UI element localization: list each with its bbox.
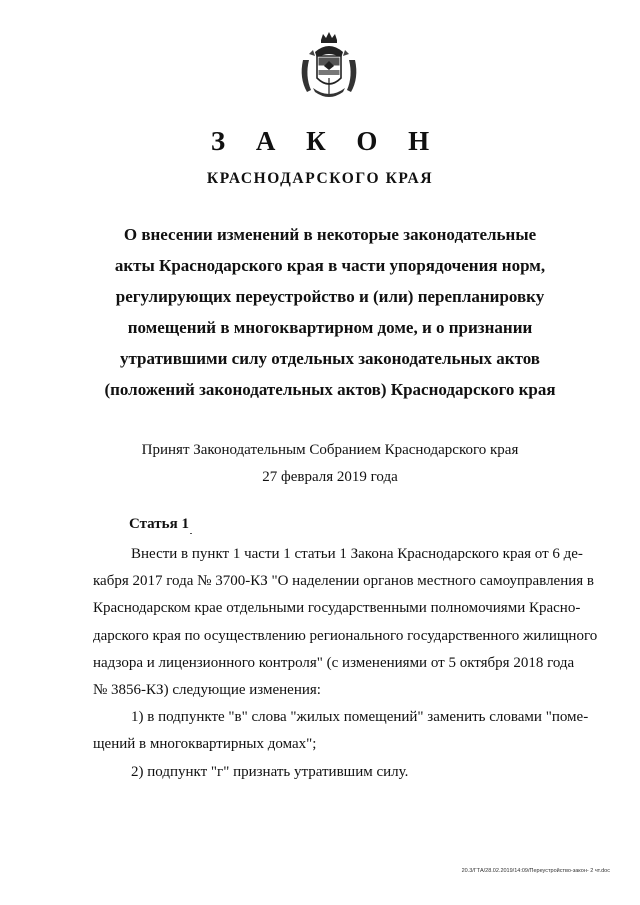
- adoption-info: [100, 437, 560, 491]
- law-subtitle: КРАСНОДАРСКОГО КРАЯ: [206, 170, 434, 187]
- article-title: Статья 1: [129, 516, 189, 532]
- body-line: дарского края по осуществлению регионального государственного жилищного: [93, 627, 598, 644]
- body-line: Внести в пункт 1 части 1 статьи 1 Закона Краснодарского края от 6 де-: [131, 546, 583, 562]
- body-line: щений в многоквартирных домах";: [93, 736, 317, 753]
- footer-file-note: 20.3/ГТА/28.02.2019/14:09/Переустройство-закон- 2 чт.doc: [461, 868, 610, 874]
- body-line: 1) в подпункте "в" слова "жилых помещений" заменить словами "поме-: [131, 709, 589, 726]
- heading-line: (положений законодательных актов) Краснодарского края: [104, 380, 556, 399]
- adoption-body: Принят Законодательным Собранием Краснодарского края: [141, 442, 519, 458]
- heading-line: помещений в многоквартирном доме, и о признании: [127, 318, 533, 337]
- heading-line: акты Краснодарского края в части упорядочения норм,: [114, 256, 546, 275]
- body-line: № 3856-КЗ) следующие изменения:: [93, 682, 321, 699]
- coat-of-arms-icon: [293, 30, 365, 102]
- body-line: 2) подпункт "г" признать утратившим силу.: [131, 763, 409, 780]
- scan-speck: [190, 533, 192, 534]
- adoption-date: 27 февраля 2019 года: [262, 469, 398, 485]
- law-heading: [100, 219, 560, 405]
- heading-line: регулирующих переустройство и (или) перепланировку: [115, 287, 545, 306]
- body-line: Краснодарском крае отдельными государственными полномочиями Красно-: [93, 600, 581, 617]
- body-line: надзора и лицензионного контроля" (с изменениями от 5 октября 2018 года: [93, 654, 575, 671]
- heading-line: О внесении изменений в некоторые законодательные: [123, 225, 537, 244]
- article-body: [93, 541, 598, 786]
- law-title: З А К О Н: [210, 126, 442, 156]
- heading-line: утратившими силу отдельных законодательных актов: [120, 349, 540, 368]
- body-line: кабря 2017 года № 3700-КЗ "О наделении органов местного самоуправления в: [93, 573, 594, 590]
